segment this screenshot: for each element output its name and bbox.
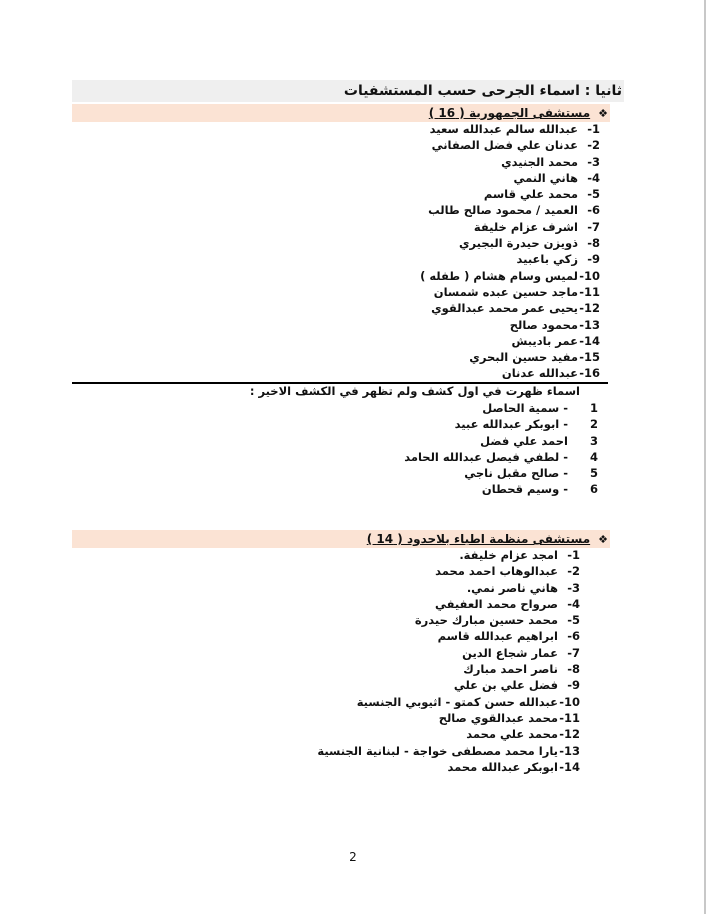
item-name: عبدالله سالم عبدالله سعيد: [429, 122, 578, 136]
item-name: امجد عزام خليفة.: [459, 548, 558, 562]
item-number: 1-: [587, 122, 600, 136]
section-title: مستشفى الجمهورية ( 16 ): [428, 106, 591, 120]
item-name: - لطفي فيصل عبدالله الحامد: [404, 449, 568, 464]
item-number: 7-: [567, 645, 580, 660]
list-item: [420, 170, 600, 186]
list-item: [420, 121, 600, 137]
list-item: [317, 677, 580, 693]
page-number: 2: [349, 850, 357, 864]
list-item: [420, 137, 600, 153]
list-item: [317, 694, 580, 710]
list-item: [420, 235, 600, 251]
list-item: [317, 596, 580, 612]
list-item: [420, 154, 600, 170]
item-number: 5: [589, 466, 598, 481]
item-number: 1-: [567, 548, 580, 562]
item-number: 1: [589, 401, 598, 415]
item-name: اشرف عزام خليفة: [473, 219, 578, 234]
item-name: يحيى عمر محمد عبدالقوي: [431, 301, 578, 316]
list-item: [317, 563, 580, 579]
item-number: 15-: [579, 350, 600, 365]
list-item: [420, 317, 600, 333]
item-number: 9-: [587, 252, 600, 267]
list-item: [317, 580, 580, 596]
list-item: [404, 481, 598, 497]
list-item: [420, 219, 600, 235]
item-number: 6-: [567, 629, 580, 644]
section-heading-msf: [72, 530, 610, 548]
list-item: [420, 365, 600, 381]
item-name: هاني النمي: [513, 170, 578, 185]
item-number: 6-: [587, 203, 600, 218]
item-name: - سمية الحاصل: [482, 401, 568, 415]
item-name: - وسيم قحطان: [481, 482, 568, 497]
item-number: 3-: [587, 154, 600, 169]
removed-names-list: [404, 400, 598, 498]
item-name: - صالح مقبل ناجي: [464, 466, 568, 481]
bullet-icon: ❖: [598, 107, 608, 120]
item-name: ناصر احمد مبارك: [463, 662, 558, 677]
item-number: 10-: [559, 694, 580, 709]
list-item: [317, 710, 580, 726]
list-item: [317, 612, 580, 628]
injured-list-jumhuriya: [420, 121, 600, 382]
item-name: محمود صالح: [509, 317, 578, 332]
item-number: 10-: [579, 268, 600, 283]
list-item: [317, 628, 580, 644]
list-item: [317, 743, 580, 759]
item-number: 4-: [567, 596, 580, 611]
item-name: عدنان علي فضل الصفاني: [431, 138, 578, 153]
list-item: [420, 202, 600, 218]
item-name: هاني ناصر نمي.: [466, 580, 558, 595]
injured-list-msf: [317, 547, 580, 775]
item-number: 2-: [587, 138, 600, 153]
item-number: 7-: [587, 219, 600, 234]
item-number: 8-: [587, 236, 600, 251]
item-number: 11-: [559, 710, 580, 725]
item-number: 8-: [567, 662, 580, 677]
item-number: 14-: [559, 759, 580, 774]
list-item: [404, 400, 598, 416]
list-item: [404, 449, 598, 465]
item-name: - ابوبكر عبدالله عبيد: [454, 417, 568, 432]
item-number: 3: [589, 433, 598, 448]
item-number: 5-: [567, 613, 580, 628]
list-item: [404, 433, 598, 449]
item-number: 13-: [579, 317, 600, 332]
section-heading-jumhuriya: [72, 104, 610, 122]
item-name: زكي باعبيد: [516, 252, 578, 267]
list-item: [404, 416, 598, 432]
item-name: ذويزن حيدرة البجيري: [458, 236, 578, 251]
item-name: فضل علي بن علي: [453, 678, 558, 693]
item-name: ابوبكر عبدالله محمد: [447, 759, 558, 774]
item-name: محمد حسين مبارك حيدرة: [414, 613, 558, 628]
section-title: مستشفى منظمة اطباء بلاحدود ( 14 ): [366, 532, 591, 546]
list-item: [317, 759, 580, 775]
item-name: محمد علي محمد: [466, 727, 558, 742]
item-name: عبدالله حسن كمتو - اثيوبي الجنسية: [356, 694, 558, 709]
note-text: اسماء ظهرت في اول كشف ولم تظهر في الكشف الاخير :: [249, 384, 580, 398]
item-name: يارا محمد مصطفى خواجة - لبنانية الجنسية: [317, 743, 558, 758]
item-name: محمد الجنيدي: [501, 154, 578, 169]
item-name: محمد عبدالقوي صالح: [438, 710, 558, 725]
item-number: 2: [589, 417, 598, 432]
item-number: 4: [589, 449, 598, 464]
item-name: محمد علي قاسم: [483, 187, 578, 202]
page-title: ثانيا : اسماء الجرحى حسب المستشفيات: [72, 80, 624, 102]
item-name: عمار شجاع الدين: [462, 645, 558, 660]
item-name: مفيد حسين البحري: [469, 350, 578, 365]
list-item: [420, 186, 600, 202]
item-number: 12-: [559, 727, 580, 742]
item-number: 6: [589, 482, 598, 497]
item-number: 16-: [579, 366, 600, 381]
item-name: لميس وسام هشام ( طفله ): [420, 268, 578, 283]
list-item: [420, 300, 600, 316]
item-name: عبدالوهاب احمد محمد: [435, 564, 558, 579]
item-number: 12-: [579, 301, 600, 316]
item-number: 14-: [579, 333, 600, 348]
list-item: [404, 465, 598, 481]
list-item: [420, 284, 600, 300]
item-name: صرواح محمد العفيفي: [434, 596, 558, 611]
item-name: عبدالله عدنان: [501, 366, 578, 381]
item-name: احمد علي فضل: [480, 433, 568, 448]
list-item: [317, 726, 580, 742]
item-number: 4-: [587, 170, 600, 185]
item-number: 9-: [567, 678, 580, 693]
item-number: 2-: [567, 564, 580, 579]
item-number: 5-: [587, 187, 600, 202]
item-name: العميد / محمود صالح طالب: [428, 203, 578, 218]
item-number: 3-: [567, 580, 580, 595]
item-name: عمر باديبش: [511, 333, 578, 348]
list-item: [420, 251, 600, 267]
item-name: ماجد حسين عبده شمسان: [433, 284, 578, 299]
list-item: [420, 268, 600, 284]
item-number: 11-: [579, 284, 600, 299]
item-number: 13-: [559, 743, 580, 758]
list-item: [420, 333, 600, 349]
list-item: [420, 349, 600, 365]
bullet-icon: ❖: [598, 533, 608, 546]
list-item: [317, 645, 580, 661]
item-name: ابراهيم عبدالله قاسم: [437, 629, 558, 644]
list-item: [317, 661, 580, 677]
list-item: [317, 547, 580, 563]
